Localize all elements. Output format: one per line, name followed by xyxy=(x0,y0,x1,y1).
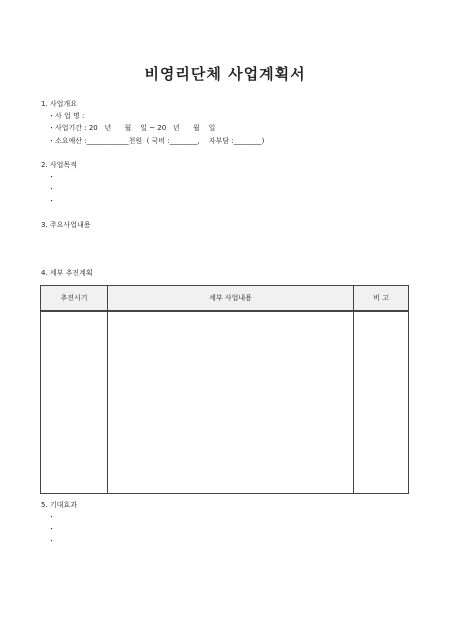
remarks-cell[interactable] xyxy=(354,311,409,494)
section5-bullet: ・ xyxy=(48,525,55,533)
section2-bullet: ・ xyxy=(48,197,55,205)
project-name-line: ・사 업 명 : xyxy=(48,112,85,120)
document-title: 비영리단체 사업계획서 xyxy=(144,65,306,83)
details-cell[interactable] xyxy=(108,311,354,494)
section1-heading: 1. 사업개요 xyxy=(41,100,77,108)
detailed-plan-table xyxy=(40,285,409,494)
section3-heading: 3. 주요사업내용 xyxy=(41,221,91,229)
column-header-remarks: 비 고 xyxy=(354,286,409,312)
section5-bullet: ・ xyxy=(48,537,55,545)
section4-heading: 4. 세부 추진계획 xyxy=(41,269,93,277)
section5-bullet: ・ xyxy=(48,513,55,521)
project-budget-line: ・소요예산 :____________천원 ( 국비 :________, 자부담 :________) xyxy=(48,137,265,145)
section2-bullet: ・ xyxy=(48,185,55,193)
table-header-row xyxy=(41,286,409,312)
column-header-period: 추진시기 xyxy=(41,286,108,312)
section2-bullet: ・ xyxy=(48,173,55,181)
project-period-line: ・사업기간 : 20 년 월 일 ~ 20 년 월 일 xyxy=(48,124,216,132)
column-header-details: 세부 사업내용 xyxy=(108,286,354,312)
section2-heading: 2. 사업목적 xyxy=(41,161,77,169)
period-cell[interactable] xyxy=(41,311,108,494)
section5-heading: 5. 기대효과 xyxy=(41,501,77,509)
table-row xyxy=(41,311,409,494)
